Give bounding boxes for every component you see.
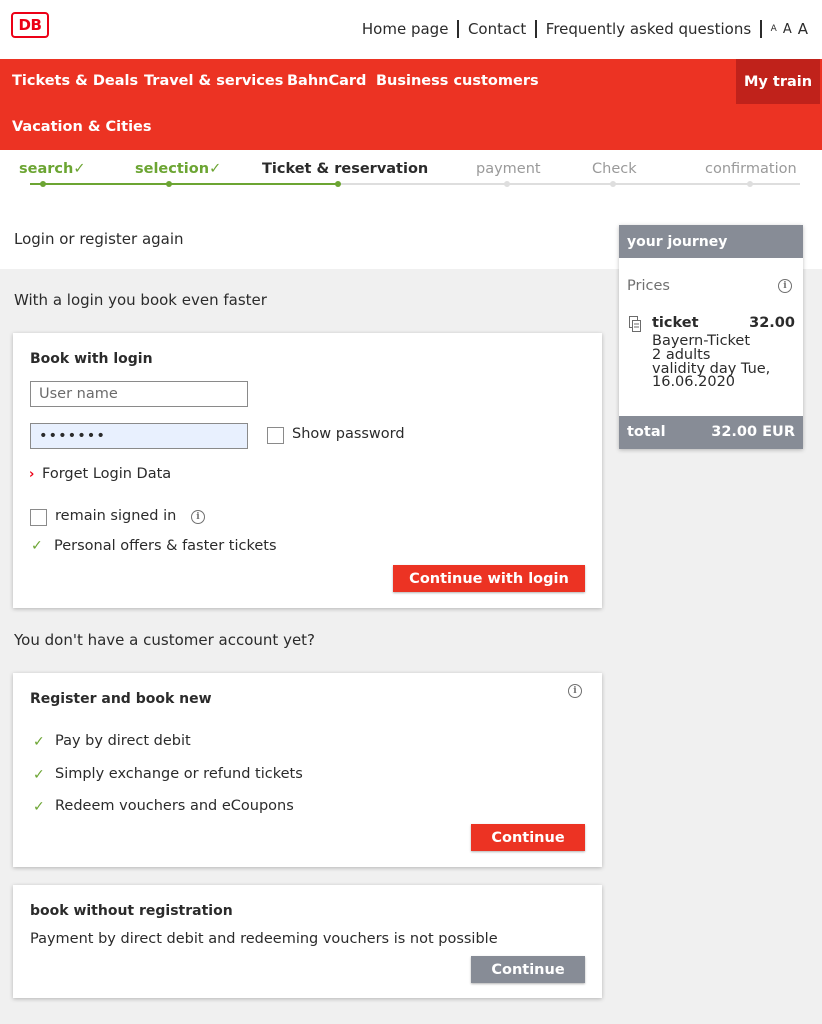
ticket-label: ticket <box>652 315 699 331</box>
top-links <box>362 20 808 38</box>
show-password-checkbox[interactable] <box>267 427 284 444</box>
check-icon: ✓ <box>33 767 45 783</box>
font-size-medium-button[interactable]: A <box>782 21 792 37</box>
login-card-title: Book with login <box>30 351 153 367</box>
faq-link[interactable]: Frequently asked questions <box>545 20 752 38</box>
divider <box>535 20 537 38</box>
register-benefit: Redeem vouchers and eCoupons <box>55 798 294 814</box>
booking-progress <box>0 150 822 210</box>
guest-card <box>13 885 602 998</box>
journey-title: your journey <box>619 225 803 258</box>
total-label: total <box>627 424 666 440</box>
font-size-small-button[interactable]: A <box>770 24 777 34</box>
step-search[interactable]: search✓ <box>19 161 86 177</box>
continue-with-login-button[interactable]: Continue with login <box>393 565 585 592</box>
remain-signed-in-label[interactable]: remain signed in <box>55 508 177 524</box>
check-icon: ✓ <box>209 161 222 177</box>
progress-dot <box>747 181 753 187</box>
show-password-label[interactable]: Show password <box>292 426 405 442</box>
guest-card-text: Payment by direct debit and redeeming vouchers is not possible <box>30 931 498 947</box>
step-selection[interactable]: selection✓ <box>135 161 222 177</box>
no-account-heading: You don't have a customer account yet? <box>14 631 316 649</box>
main-nav <box>0 59 822 150</box>
divider <box>457 20 459 38</box>
register-card <box>13 673 602 867</box>
my-train-button[interactable]: My train <box>736 59 820 104</box>
ticket-validity-date: 16.06.2020 <box>652 374 736 390</box>
ticket-validity: validity day Tue, <box>652 361 771 377</box>
nav-tickets-deals[interactable]: Tickets & Deals <box>12 73 139 89</box>
contact-link[interactable]: Contact <box>467 20 527 38</box>
home-page-link[interactable]: Home page <box>361 20 449 38</box>
guest-continue-button[interactable]: Continue <box>471 956 585 983</box>
password-input[interactable] <box>30 423 248 449</box>
register-benefit: Simply exchange or refund tickets <box>55 766 303 782</box>
register-benefit: Pay by direct debit <box>55 733 191 749</box>
login-benefit: Personal offers & faster tickets <box>54 538 277 554</box>
ticket-icon <box>629 316 641 332</box>
total-value: 32.00 EUR <box>711 424 795 440</box>
nav-bahncard[interactable]: BahnCard <box>287 73 367 89</box>
register-card-title: Register and book new <box>30 691 212 707</box>
divider <box>760 20 762 38</box>
chevron-right-icon: › <box>29 467 35 482</box>
progress-fill <box>30 183 338 185</box>
login-intro: With a login you book even faster <box>14 291 267 309</box>
nav-travel-services[interactable]: Travel & services <box>144 73 284 89</box>
progress-dot <box>504 181 510 187</box>
nav-vacation-cities[interactable]: Vacation & Cities <box>12 119 152 135</box>
nav-business-customers[interactable]: Business customers <box>376 73 539 89</box>
progress-dot <box>335 181 341 187</box>
page-title: Login or register again <box>14 230 184 248</box>
progress-dot <box>166 181 172 187</box>
info-icon[interactable]: i <box>778 279 792 293</box>
username-input[interactable] <box>30 381 248 407</box>
login-card <box>13 333 602 608</box>
step-check: Check <box>592 161 637 177</box>
forget-login-link[interactable]: Forget Login Data <box>42 466 172 482</box>
step-ticket-reservation: Ticket & reservation <box>262 161 429 177</box>
ticket-passengers: 2 adults <box>652 347 711 363</box>
check-icon: ✓ <box>33 799 45 815</box>
ticket-price: 32.00 <box>749 315 795 331</box>
remain-signed-in-checkbox[interactable] <box>30 509 47 526</box>
ticket-name: Bayern-Ticket <box>652 333 751 349</box>
progress-dot <box>610 181 616 187</box>
top-bar <box>0 0 822 59</box>
journey-total-bar <box>619 416 803 449</box>
register-continue-button[interactable]: Continue <box>471 824 585 851</box>
step-payment: payment <box>476 161 541 177</box>
step-confirmation: confirmation <box>705 161 797 177</box>
progress-dot <box>40 181 46 187</box>
prices-label: Prices <box>627 278 670 294</box>
check-icon: ✓ <box>31 538 43 554</box>
journey-summary <box>619 225 803 449</box>
check-icon: ✓ <box>73 161 86 177</box>
check-icon: ✓ <box>33 734 45 750</box>
db-logo[interactable]: DB <box>11 12 49 38</box>
info-icon[interactable]: i <box>191 510 205 524</box>
guest-card-title: book without registration <box>30 903 233 919</box>
font-size-large-button[interactable]: A <box>797 20 808 38</box>
info-icon[interactable]: i <box>568 684 582 698</box>
